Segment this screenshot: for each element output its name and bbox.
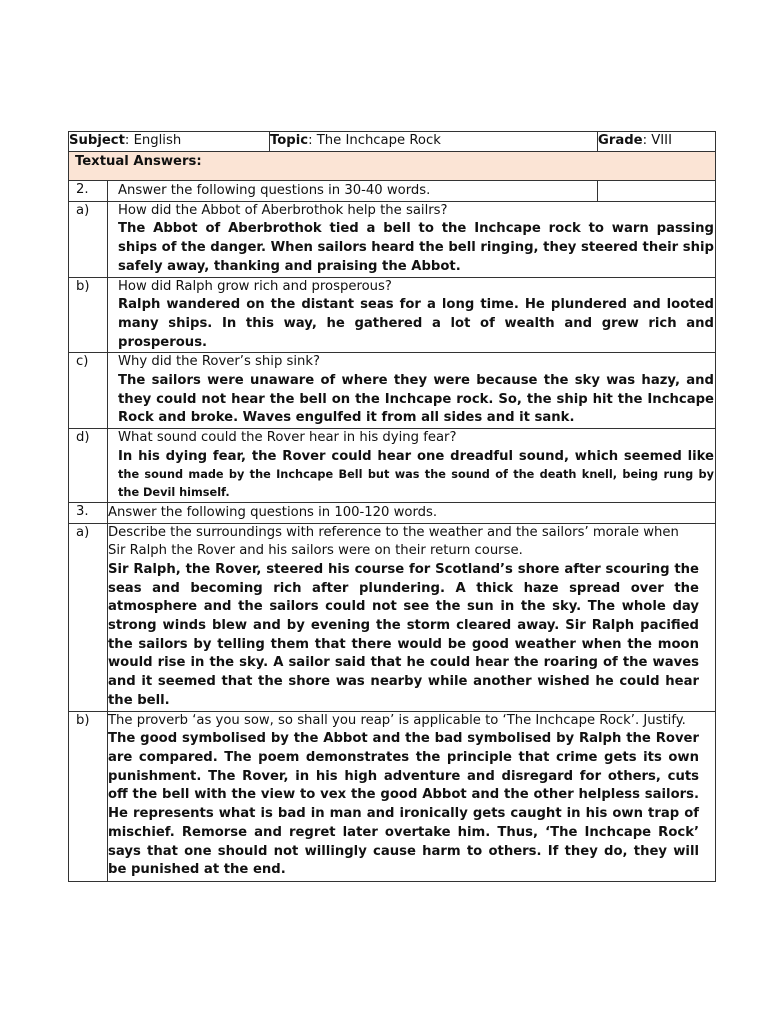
question-label: a) <box>69 201 108 277</box>
answer-rest: the sound made by the Inchcape Bell but was the sound of the death knell, being rung by the Devil himself. <box>118 467 714 499</box>
section-title: Textual Answers: <box>75 154 202 169</box>
section-instruction: Answer the following questions in 30-40 words. <box>108 181 598 202</box>
subject-label: Subject <box>69 133 125 148</box>
question-text: Why did the Rover’s ship sink? <box>118 354 321 370</box>
question-row <box>69 711 716 881</box>
question-label: d) <box>69 429 108 503</box>
section-instruction: Answer the following questions in 100-120 words. <box>108 502 716 523</box>
question-text: How did the Abbot of Aberbrothok help the sailrs? <box>118 202 448 218</box>
answer-text: Sir Ralph, the Rover, steered his course for Scotland’s shore after scouring the seas and becoming rich after plundering. A thick haze spread over the atmosphere and the sailors could not see the sun in the sky. The whole day strong winds blew and by evening the storm cleared away. Sir Ralph pacified the sailors by telling them that there would be good weather when the moon would rise in the sky. A sailor said that he could hear the roaring of the waves and it seemed that the shore was nearby while another wished he could hear the bell. <box>108 561 699 708</box>
question-row <box>69 201 716 277</box>
question-answer-cell <box>108 711 716 881</box>
question-label: b) <box>69 277 108 353</box>
question-answer-cell <box>108 523 716 711</box>
question-text: What sound could the Rover hear in his dying fear? <box>118 430 457 446</box>
subject-value: English <box>133 133 182 148</box>
question-text: Describe the surroundings with reference to the weather and the sailors’ morale when Sir Ralph the Rover and his sailors were on their return course. <box>108 524 679 559</box>
question-answer-cell <box>108 429 716 503</box>
question-row <box>69 353 716 429</box>
question-answer-cell <box>108 277 716 353</box>
grade-value: VIII <box>651 133 672 148</box>
question-text: How did Ralph grow rich and prosperous? <box>118 278 392 294</box>
section-number: 2. <box>69 181 108 202</box>
answer-first-line: In his dying fear, the Rover could hear one dreadful sound, which seemed like <box>118 448 714 464</box>
question-label: b) <box>69 711 108 881</box>
topic-value: The Inchcape Rock <box>316 133 441 148</box>
question-row <box>69 523 716 711</box>
answers-table <box>68 131 716 882</box>
answer-text: The Abbot of Aberbrothok tied a bell to the Inchcape rock to warn passing ships of the danger. When sailors heard the bell ringing, they steered their ship safely away, thanking and praising the Abbot. <box>118 221 714 274</box>
section-title-row <box>69 152 716 181</box>
answer-text: The sailors were unaware of where they were because the sky was hazy, and they could not hear the bell on the Inchcape rock. So, the ship hit the Inchcape Rock and broke. Waves engulfed it from all sides and it sank. <box>118 373 714 426</box>
question-text: The proverb ‘as you sow, so shall you reap’ is applicable to ‘The Inchcape Rock’. Justify. <box>108 712 686 728</box>
answer-text <box>118 448 714 502</box>
question-row <box>69 429 716 503</box>
section-number: 3. <box>69 502 108 523</box>
grade-label: Grade <box>598 133 643 148</box>
question-label: a) <box>69 523 108 711</box>
grade-cell: Grade: VIII <box>598 132 716 152</box>
topic-cell: Topic: The Inchcape Rock <box>270 132 598 152</box>
question-row <box>69 277 716 353</box>
section-2-row <box>69 181 716 202</box>
question-answer-cell <box>108 201 716 277</box>
answer-text: Ralph wandered on the distant seas for a long time. He plundered and looted many ships. In this way, he gathered a lot of wealth and grew rich and prosperous. <box>118 297 714 350</box>
section-3-row <box>69 502 716 523</box>
empty-cell <box>598 181 716 202</box>
question-label: c) <box>69 353 108 429</box>
topic-label: Topic <box>270 133 309 148</box>
header-row <box>69 132 716 152</box>
answer-text: The good symbolised by the Abbot and the bad symbolised by Ralph the Rover are compared. The poem demonstrates the principle that crime gets its own punishment. The Rover, in his high adventure and disregard for others, cuts off the bell with the view to vex the good Abbot and the other helpless sailors. He represents what is bad in man and ironically gets caught in his own trap of mischief. Remorse and regret later overtake him. Thus, ‘The Inchcape Rock’ says that one should not willingly cause harm to others. If they do, they will be punished at the end. <box>108 731 699 878</box>
subject-cell: Subject: English <box>69 132 270 152</box>
question-answer-cell <box>108 353 716 429</box>
